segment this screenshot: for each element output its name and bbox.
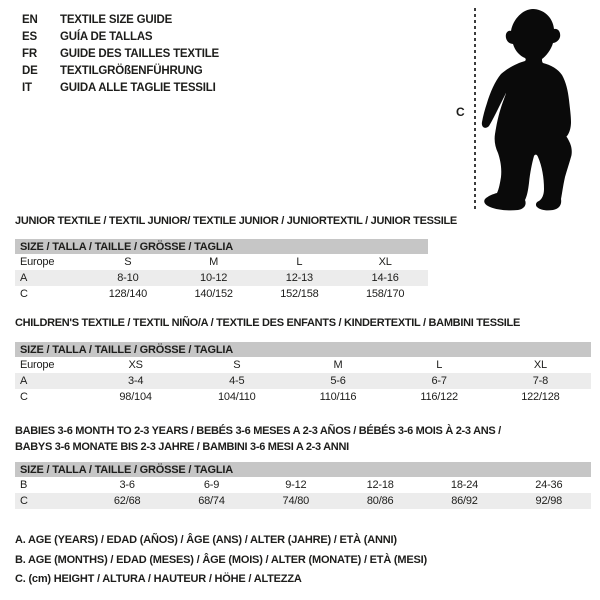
- months-cell: 9-12: [285, 479, 307, 491]
- row-label: C: [20, 288, 28, 300]
- age-cell: 4-5: [186, 373, 287, 389]
- size-cell: S: [233, 359, 241, 371]
- legend-note-c: C. (cm) HEIGHT / ALTURA / HAUTEUR / HÖHE / ALTEZZA: [15, 573, 302, 585]
- language-code: ES: [22, 31, 37, 43]
- height-cell: 122/128: [521, 391, 560, 403]
- size-cell: XL: [533, 359, 547, 371]
- height-cell: 98/104: [119, 391, 152, 403]
- age-cell: 5-6: [287, 373, 388, 389]
- age-cell: 8-10: [85, 270, 171, 286]
- size-cell: L: [296, 256, 303, 268]
- babies-title-line1: BABIES 3-6 MONTH TO 2-3 YEARS / BEBÉS 3-6 MESES A 2-3 AÑOS / BÉBÉS 3-6 MOIS À 2-3 ANS /: [15, 425, 501, 437]
- height-cell: 68/74: [169, 493, 253, 509]
- size-cell: L: [436, 359, 443, 371]
- language-title-list: [22, 12, 219, 97]
- language-title: GUIDA ALLE TAGLIE TESSILI: [60, 82, 216, 94]
- height-cell: 110/116: [319, 391, 357, 403]
- table-row-height: [15, 286, 428, 302]
- months-cell: 3-6: [119, 479, 135, 491]
- age-cell: 3-4: [85, 373, 186, 389]
- table-row-age: [15, 373, 591, 389]
- height-dashed-line: [474, 8, 476, 211]
- height-cell: 92/98: [507, 493, 591, 509]
- months-cell: 24-36: [535, 479, 563, 491]
- language-row-es: [22, 29, 219, 46]
- age-cell: 14-16: [342, 270, 428, 286]
- babies-size-table: [15, 462, 591, 509]
- row-label: A: [15, 270, 85, 286]
- height-cell: 152/158: [280, 288, 319, 300]
- language-title: GUIDE DES TAILLES TEXTILE: [60, 48, 219, 60]
- row-label: Europe: [20, 256, 55, 268]
- table-row-europe: [15, 254, 428, 270]
- height-cell: 140/152: [194, 288, 233, 300]
- language-title: TEXTILE SIZE GUIDE: [60, 14, 173, 26]
- months-cell: 18-24: [450, 479, 479, 491]
- children-size-table: [15, 342, 591, 405]
- height-cell: 158/170: [365, 288, 405, 300]
- size-cell: XL: [378, 256, 392, 268]
- height-cell: 128/140: [108, 288, 148, 300]
- row-label: A: [15, 373, 85, 389]
- babies-section-title: [15, 424, 501, 455]
- language-row-de: [22, 63, 219, 80]
- height-cell: 104/110: [218, 391, 256, 403]
- legend-note-a: A. AGE (YEARS) / EDAD (AÑOS) / ÂGE (ANS) / ALTER (JAHRE) / ETÀ (ANNI): [15, 534, 397, 546]
- language-code: EN: [22, 14, 38, 26]
- junior-section-title: JUNIOR TEXTILE / TEXTIL JUNIOR/ TEXTILE JUNIOR / JUNIORTEXTIL / JUNIOR TESSILE: [15, 215, 457, 227]
- language-code: FR: [22, 48, 37, 60]
- row-label: Europe: [20, 359, 55, 371]
- age-cell: 7-8: [490, 373, 591, 389]
- row-label: C: [20, 391, 28, 403]
- table-row-age: [15, 270, 428, 286]
- age-cell: 12-13: [257, 270, 343, 286]
- table-row-height: [15, 389, 591, 405]
- table-row-height: [15, 493, 591, 509]
- row-label: C: [15, 493, 85, 509]
- height-label-c: C: [456, 105, 465, 119]
- baby-silhouette-icon: [480, 3, 576, 213]
- junior-size-table: [15, 239, 428, 302]
- height-cell: 86/92: [422, 493, 506, 509]
- size-cell: S: [124, 256, 132, 268]
- size-header-bar: [15, 239, 428, 254]
- legend-notes: [15, 531, 427, 590]
- table-row-europe: [15, 357, 591, 373]
- size-header-label: SIZE / TALLA / TAILLE / GRÖSSE / TAGLIA: [15, 462, 591, 477]
- babies-title-line2: BABYS 3-6 MONATE BIS 2-3 JAHRE / BAMBINI 3-6 MESI A 2-3 ANNI: [15, 440, 349, 453]
- height-cell: 116/122: [420, 391, 458, 403]
- height-cell: 80/86: [338, 493, 422, 509]
- size-cell: M: [209, 256, 219, 268]
- legend-note-b: B. AGE (MONTHS) / EDAD (MESES) / ÂGE (MOIS) / ALTER (MONATE) / ETÀ (MESI): [15, 553, 427, 566]
- row-label: B: [20, 479, 28, 491]
- size-cell: M: [333, 359, 343, 371]
- language-title: GUÍA DE TALLAS: [60, 31, 153, 43]
- size-cell: XS: [128, 359, 143, 371]
- language-title: TEXTILGRÖßENFÜHRUNG: [60, 65, 203, 77]
- size-header-bar: [15, 342, 591, 357]
- language-row-fr: [22, 46, 219, 63]
- children-section-title: CHILDREN'S TEXTILE / TEXTIL NIÑO/A / TEXTILE DES ENFANTS / KINDERTEXTIL / BAMBINI TESSILE: [15, 317, 520, 329]
- months-cell: 12-18: [366, 479, 394, 491]
- size-header-label: SIZE / TALLA / TAILLE / GRÖSSE / TAGLIA: [15, 342, 591, 357]
- table-row-months: [15, 477, 591, 493]
- size-header-bar: [15, 462, 591, 477]
- language-code: DE: [22, 65, 38, 77]
- height-cell: 74/80: [254, 493, 338, 509]
- height-cell: 62/68: [85, 493, 169, 509]
- language-row-it: [22, 80, 219, 97]
- age-cell: 6-7: [389, 373, 490, 389]
- language-row-en: [22, 12, 219, 29]
- size-header-label: SIZE / TALLA / TAILLE / GRÖSSE / TAGLIA: [15, 239, 428, 254]
- age-cell: 10-12: [171, 270, 257, 286]
- language-code: IT: [22, 82, 32, 94]
- months-cell: 6-9: [203, 479, 220, 491]
